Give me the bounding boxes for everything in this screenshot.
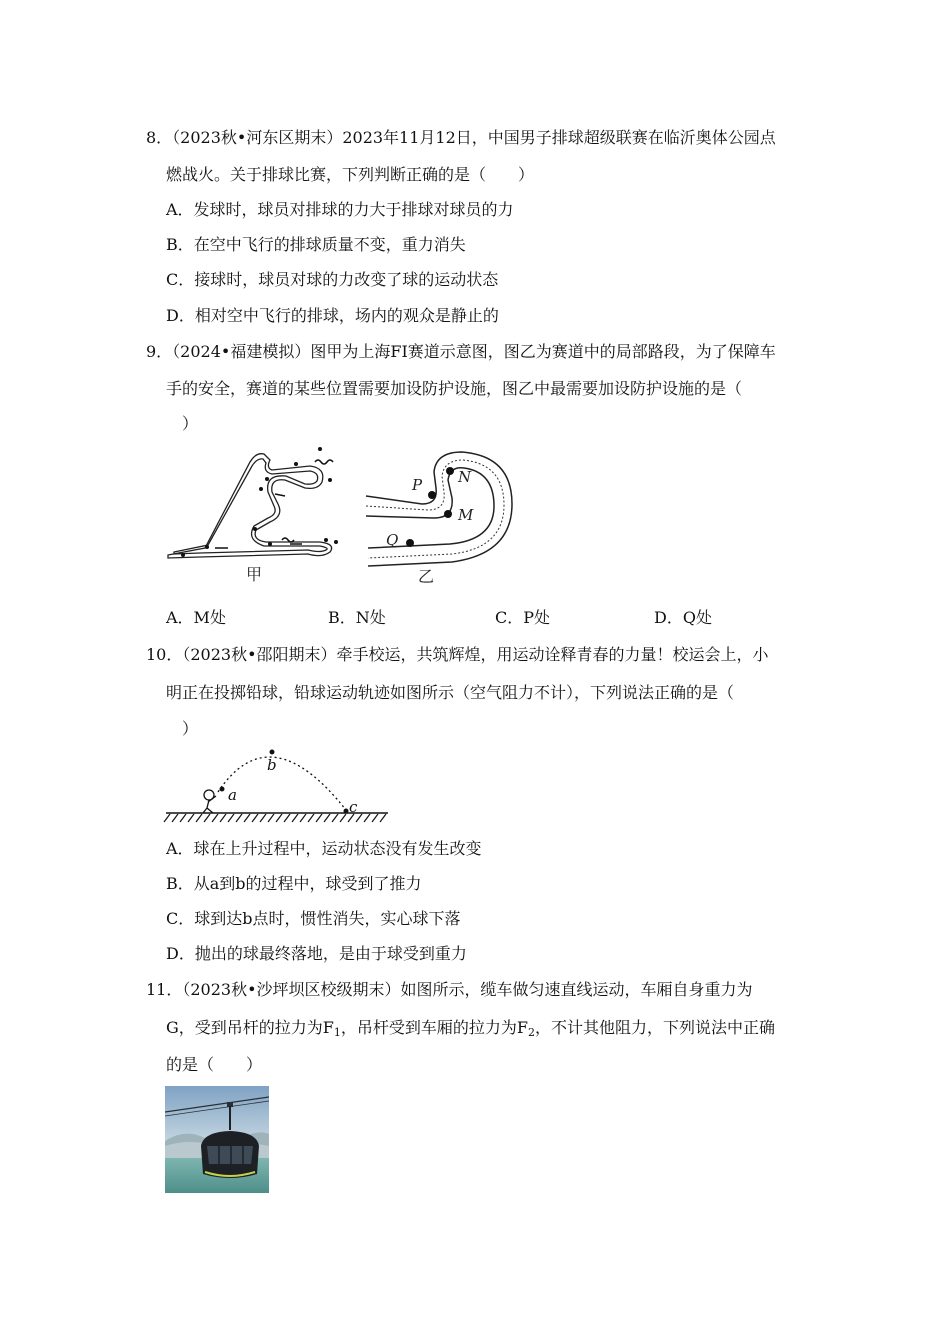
thrower-figure bbox=[203, 790, 216, 813]
q11-stem-line3: 的是（ ） bbox=[166, 1055, 263, 1074]
q11-stem-line2-part3: ，不计其他阻力，下列说法中正确 bbox=[535, 1018, 776, 1037]
q8-option-b: B．在空中飞行的排球质量不变，重力消失 bbox=[166, 235, 466, 254]
q9-option-a: A．M处 bbox=[166, 608, 226, 627]
q8-option-d: D．相对空中飞行的排球，场内的观众是静止的 bbox=[166, 306, 499, 325]
q11-stem-line2-part1: G，受到吊杆的拉力为F bbox=[166, 1018, 334, 1037]
q10-option-d: D．抛出的球最终落地，是由于球受到重力 bbox=[166, 944, 467, 963]
q9-option-d: D．Q处 bbox=[654, 608, 712, 627]
q8-option-a: A．发球时，球员对排球的力大于排球对球员的力 bbox=[166, 200, 514, 219]
q9-option-b: B．N处 bbox=[328, 608, 386, 627]
q10-stem-line2: 明正在投掷铅球，铅球运动轨迹如图所示（空气阻力不计），下列说法正确的是（ bbox=[166, 683, 735, 702]
track-jia-figure bbox=[160, 444, 350, 590]
q8-option-c: C．接球时，球员对球的力改变了球的运动状态 bbox=[166, 270, 499, 289]
fig-label-b: b bbox=[267, 756, 277, 774]
q10-stem-line1: 10．（2023秋•邵阳期末）牵手校运，共筑辉煌，用运动诠释青春的力量！校运会上，小 bbox=[146, 645, 769, 664]
fig-label-p: P bbox=[412, 476, 423, 494]
q10-option-a: A．球在上升过程中，运动状态没有发生改变 bbox=[166, 839, 482, 858]
q8-stem-line2: 燃战火。关于排球比赛，下列判断正确的是（ ） bbox=[166, 165, 535, 184]
q9-stem-line2: 手的安全，赛道的某些位置需要加设防护设施，图乙中最需要加设防护设施的是（ bbox=[166, 379, 743, 398]
q10-option-b: B．从a到b的过程中，球受到了推力 bbox=[166, 874, 422, 893]
cable-car-photo bbox=[165, 1086, 269, 1193]
q11-stem-line1: 11．（2023秋•沙坪坝区校级期末）如图所示，缆车做匀速直线运动，车厢自身重力为 bbox=[146, 980, 753, 999]
fig-label-q: Q bbox=[386, 531, 399, 549]
q10-stem-line3: ） bbox=[182, 719, 199, 738]
q8-stem-line1: 8．（2023秋•河东区期末）2023年11月12日，中国男子排球超级联赛在临沂奥体公园点 bbox=[146, 128, 776, 147]
fig-label-yi: 乙 bbox=[418, 567, 435, 586]
track-yi-figure bbox=[362, 444, 522, 590]
q11-stem-line2 bbox=[166, 1018, 775, 1038]
fig-label-jia: 甲 bbox=[246, 565, 263, 584]
fig-label-a: a bbox=[228, 786, 237, 804]
q9-stem-line1: 9．（2024•福建模拟）图甲为上海FI赛道示意图，图乙为赛道中的局部路段，为了保障车 bbox=[146, 342, 776, 361]
q9-options-row bbox=[166, 608, 826, 630]
fig-label-n: N bbox=[458, 468, 472, 486]
q11-stem-line2-part2: ，吊杆受到车厢的拉力为F bbox=[340, 1018, 528, 1037]
q9-stem-line3: ） bbox=[182, 414, 199, 433]
q10-option-c: C．球到达b点时，惯性消失，实心球下落 bbox=[166, 909, 461, 928]
shot-put-trajectory-figure bbox=[160, 742, 392, 826]
q11-subscript-1: 1 bbox=[333, 1026, 341, 1039]
fig-label-c: c bbox=[349, 798, 358, 816]
fig-label-m: M bbox=[458, 506, 474, 524]
q9-option-c: C．P处 bbox=[495, 608, 551, 627]
q11-subscript-2: 2 bbox=[528, 1026, 535, 1039]
